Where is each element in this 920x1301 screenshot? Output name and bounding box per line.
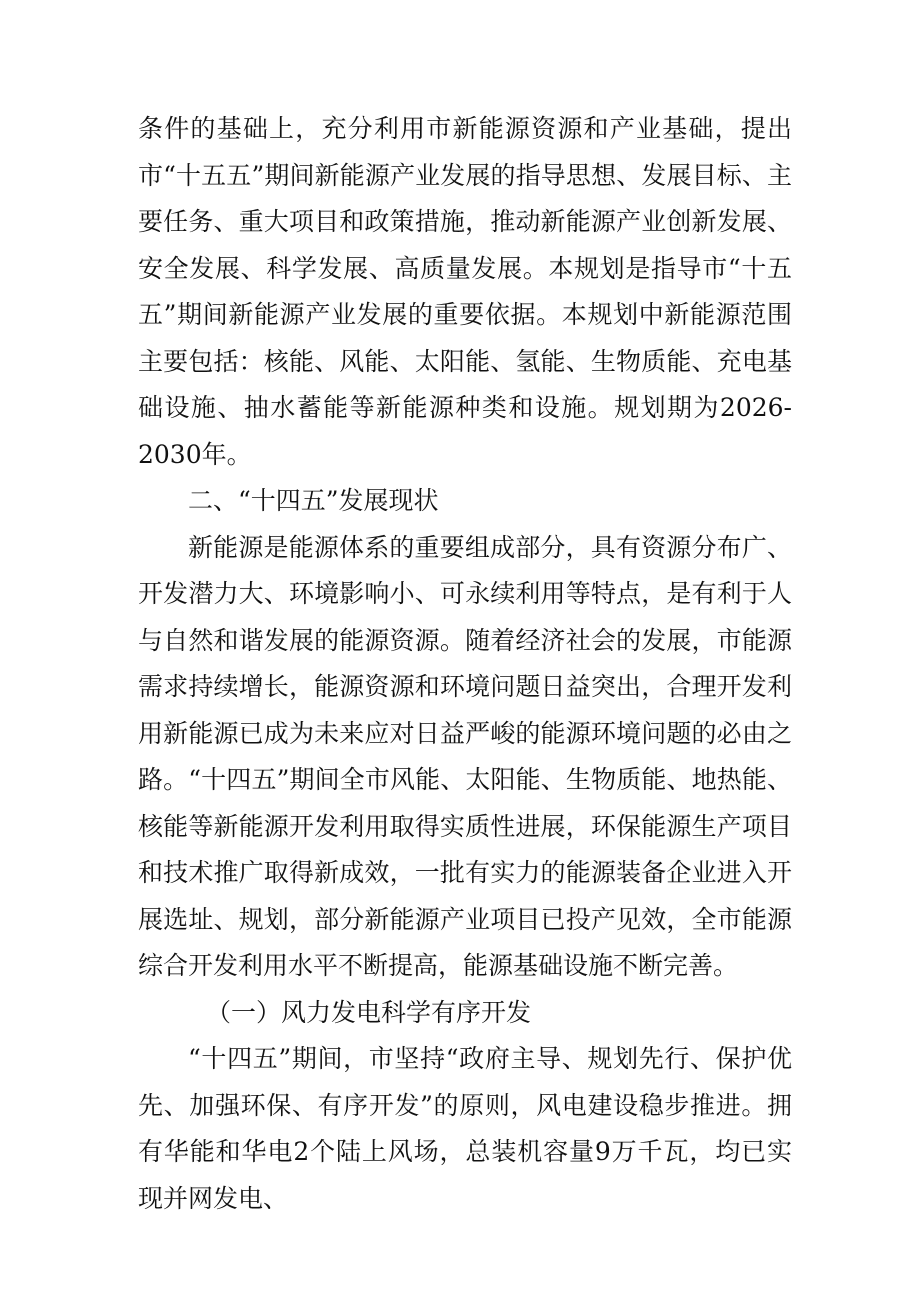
subsection-heading-wind-power: （一）风力发电科学有序开发 [206,997,532,1027]
document-body [138,106,792,1222]
paragraph-wind-power: “十四五”期间，市坚持“政府主导、规划先行、保护优先、加强环保、有序开发”的原则，风电建设稳步推进。拥有华能和华电2个陆上风场，总装机容量9万千瓦，均已实现并网发电、 [138,1044,792,1213]
section-heading-development-status: 二、“十四五”发展现状 [188,486,439,515]
paragraph-development-overview: 新能源是能源体系的重要组成部分，具有资源分布广、开发潜力大、环境影响小、可永续利用等特点，是有利于人与自然和谐发展的能源资源。随着经济社会的发展，市能源需求持续增长，能源资源和环境问题日益突出，合理开发利用新能源已成为未来应对日益严峻的能源环境问题的必由之路。“十四五”期间全市风能、太阳能、生物质能、地热能、核能等新能源开发利用取得实质性进展，环保能源生产项目和技术推广取得新成效，一批有实力的能源装备企业进入开展选址、规划，部分新能源产业项目已投产见效，全市能源综合开发利用水平不断提高，能源基础设施不断完善。 [138,532,792,980]
paragraph-continuation: 条件的基础上，充分利用市新能源资源和产业基础，提出市“十五五”期间新能源产业发展的指导思想、发展目标、主要任务、重大项目和政策措施，推动新能源产业创新发展、安全发展、科学发展、高质量发展。本规划是指导市“十五五”期间新能源产业发展的重要依据。本规划中新能源范围主要包括：核能、风能、太阳能、氢能、生物质能、充电基础设施、抽水蓄能等新能源种类和设施。规划期为2026-2030年。 [138,114,792,469]
